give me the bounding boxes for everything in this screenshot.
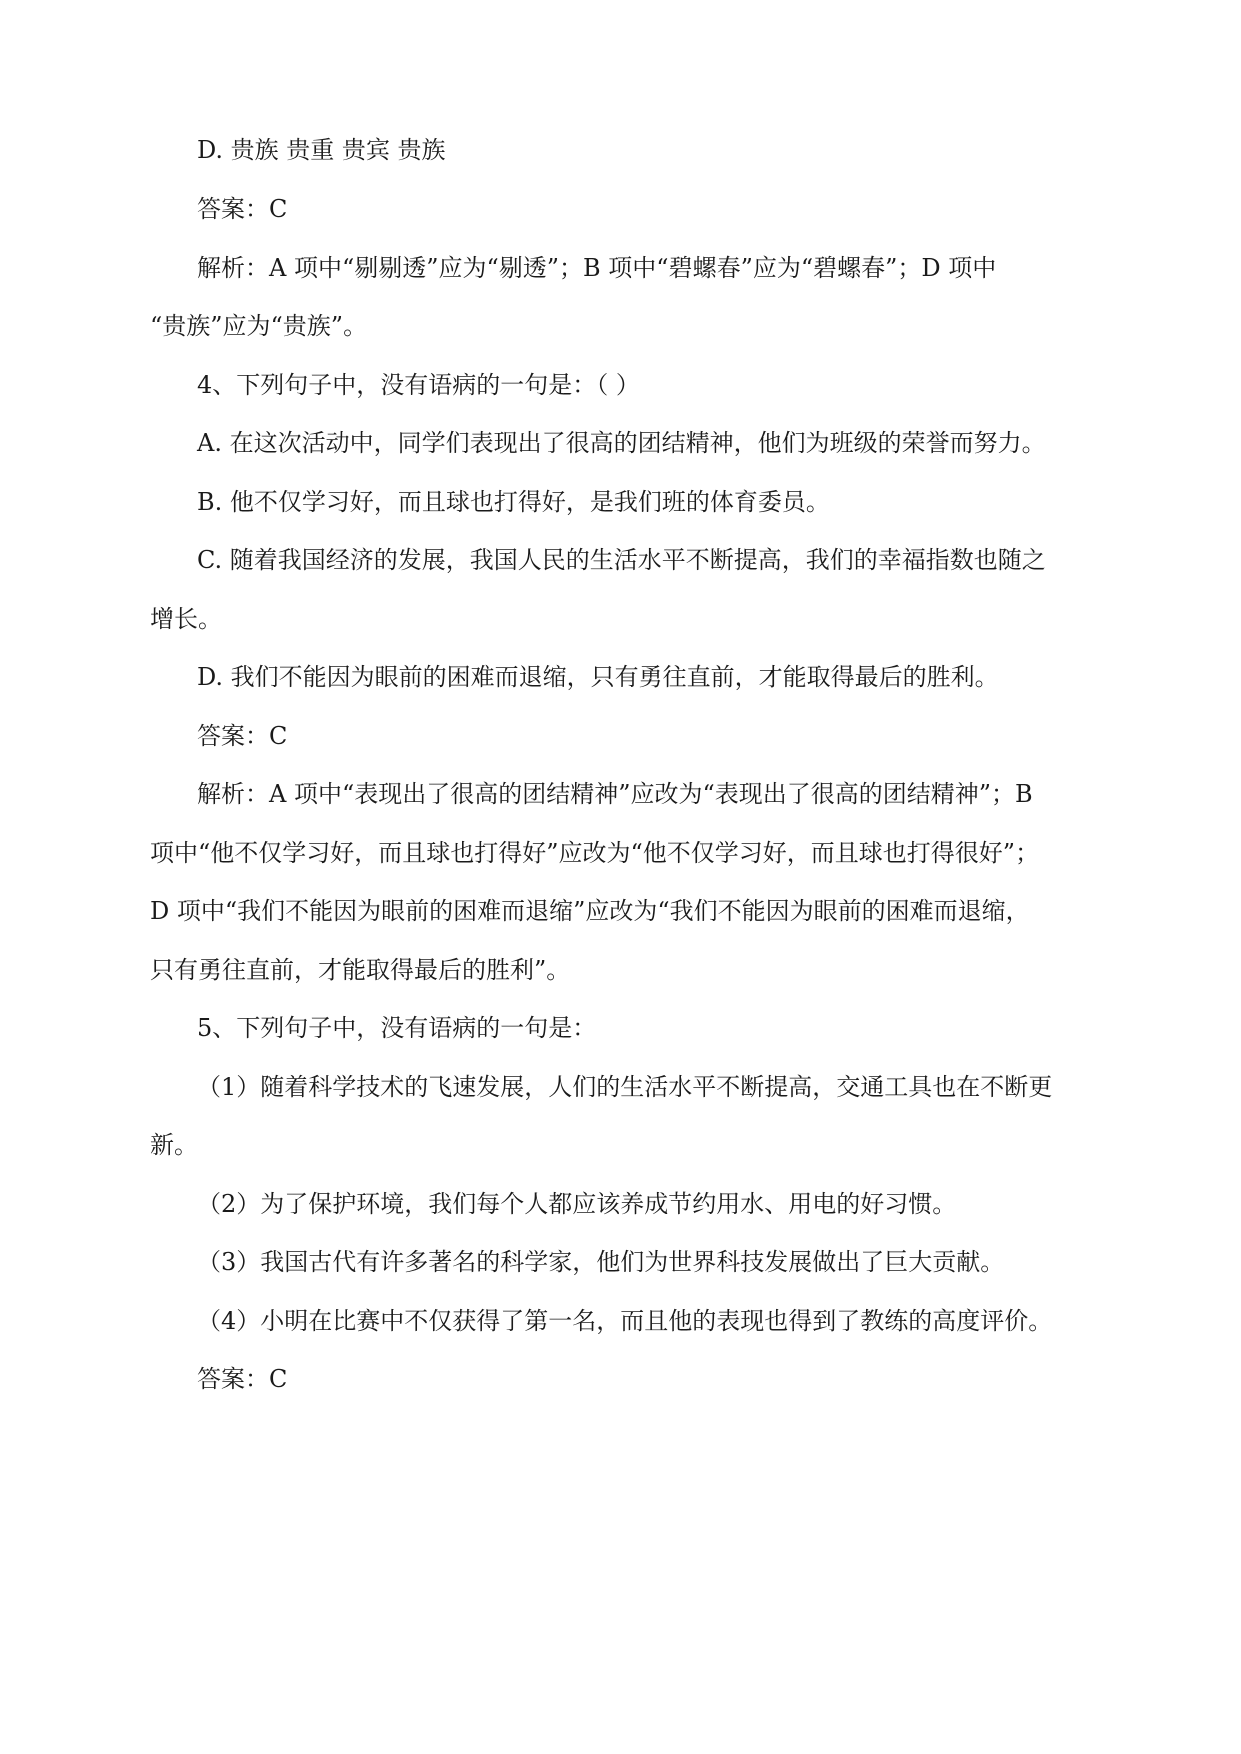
q5-item-2: （2）为了保护环境，我们每个人都应该养成节约用水、用电的好习惯。: [197, 1190, 957, 1218]
q4-option-d: D. 我们不能因为眼前的困难而退缩，只有勇往直前，才能取得最后的胜利。: [197, 663, 999, 691]
q4-stem: 4、下列句子中，没有语病的一句是：（ ）: [197, 371, 640, 399]
q4-option-b: B. 他不仅学习好，而且球也打得好，是我们班的体育委员。: [197, 488, 830, 516]
q4-analysis-line: D 项中“我们不能因为眼前的困难而退缩”应改为“我们不能因为眼前的困难而退缩，: [150, 897, 1030, 925]
q4-option-c: C. 随着我国经济的发展，我国人民的生活水平不断提高，我们的幸福指数也随之: [197, 546, 1046, 574]
q3-analysis-line: 解析：A 项中“剔剔透”应为“剔透”；B 项中“碧螺春”应为“碧螺春”；D 项中: [197, 254, 997, 282]
q5-item-3: （3）我国古代有许多著名的科学家，他们为世界科技发展做出了巨大贡献。: [197, 1248, 1005, 1276]
q5-item-4: （4）小明在比赛中不仅获得了第一名，而且他的表现也得到了教练的高度评价。: [197, 1307, 1053, 1335]
q4-analysis-line: 解析：A 项中“表现出了很高的团结精神”应改为“表现出了很高的团结精神”；B: [197, 780, 1033, 808]
q5-item-1: （1）随着科学技术的飞速发展，人们的生活水平不断提高，交通工具也在不断更: [197, 1073, 1053, 1101]
q4-option-a: A. 在这次活动中，同学们表现出了很高的团结精神，他们为班级的荣誉而努力。: [197, 429, 1046, 457]
q5-stem: 5、下列句子中，没有语病的一句是：: [197, 1014, 597, 1042]
q3-answer: 答案：C: [197, 195, 288, 223]
q4-answer: 答案：C: [197, 722, 288, 750]
q4-analysis-line: 只有勇往直前，才能取得最后的胜利”。: [150, 956, 571, 984]
q3-analysis-line: “贵族”应为“贵族”。: [150, 312, 368, 340]
q3-option-d: D. 贵族 贵重 贵宾 贵族: [197, 136, 446, 164]
q4-analysis-line: 项中“他不仅学习好，而且球也打得好”应改为“他不仅学习好，而且球也打得很好”；: [150, 839, 1040, 867]
q4-option-c-continued: 增长。: [150, 605, 222, 633]
q5-item-1-continued: 新。: [150, 1131, 198, 1159]
q5-answer: 答案：C: [197, 1365, 288, 1393]
